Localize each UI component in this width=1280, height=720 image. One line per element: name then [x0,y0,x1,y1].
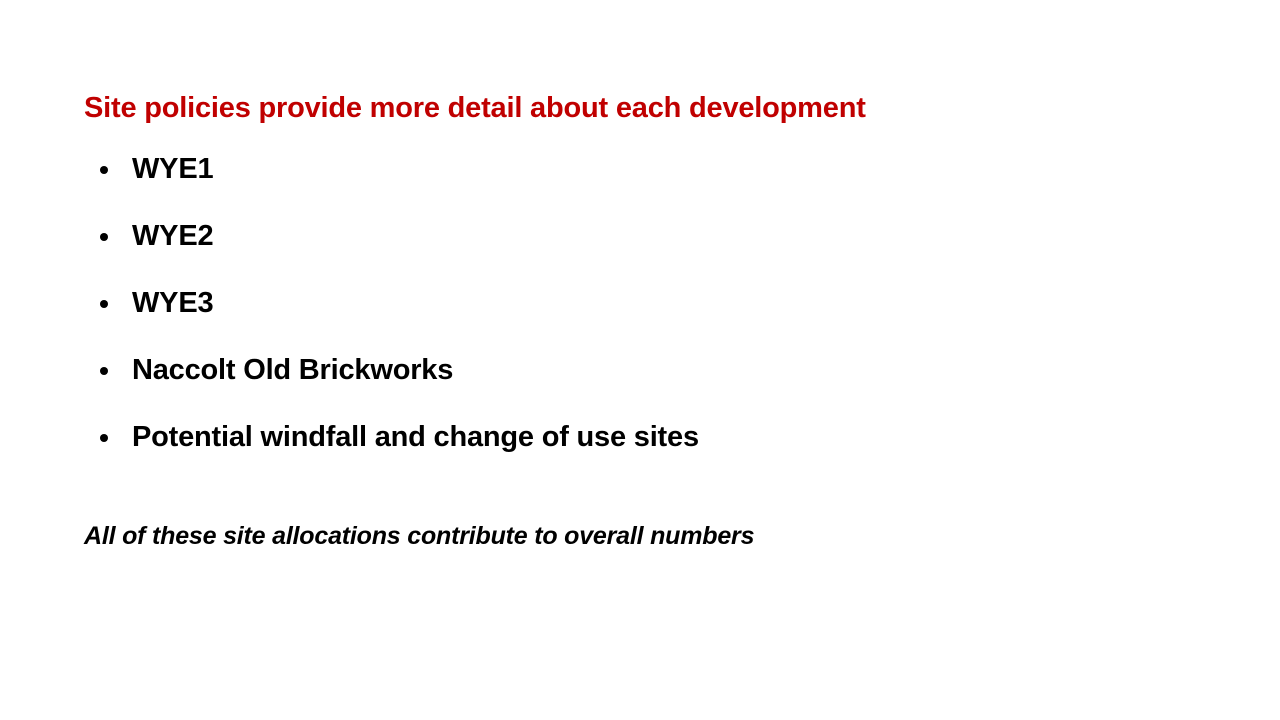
bullet-icon [100,166,108,174]
list-item [0,150,1280,217]
list-item-label: Potential windfall and change of use sites [132,421,699,453]
list-item [0,284,1280,351]
site-policy-list [0,150,1280,485]
bullet-icon [100,233,108,241]
list-item-label: Naccolt Old Brickworks [132,354,454,386]
list-item [0,351,1280,418]
list-item [0,217,1280,284]
bullet-icon [100,367,108,375]
list-item-label: WYE2 [132,220,214,252]
bullet-icon [100,300,108,308]
list-item-label: WYE1 [132,153,214,185]
slide-footnote: All of these site allocations contribute to overall numbers [84,522,755,550]
list-item-label: WYE3 [132,287,214,319]
slide-title: Site policies provide more detail about each development [84,92,866,124]
bullet-icon [100,434,108,442]
list-item [0,418,1280,485]
